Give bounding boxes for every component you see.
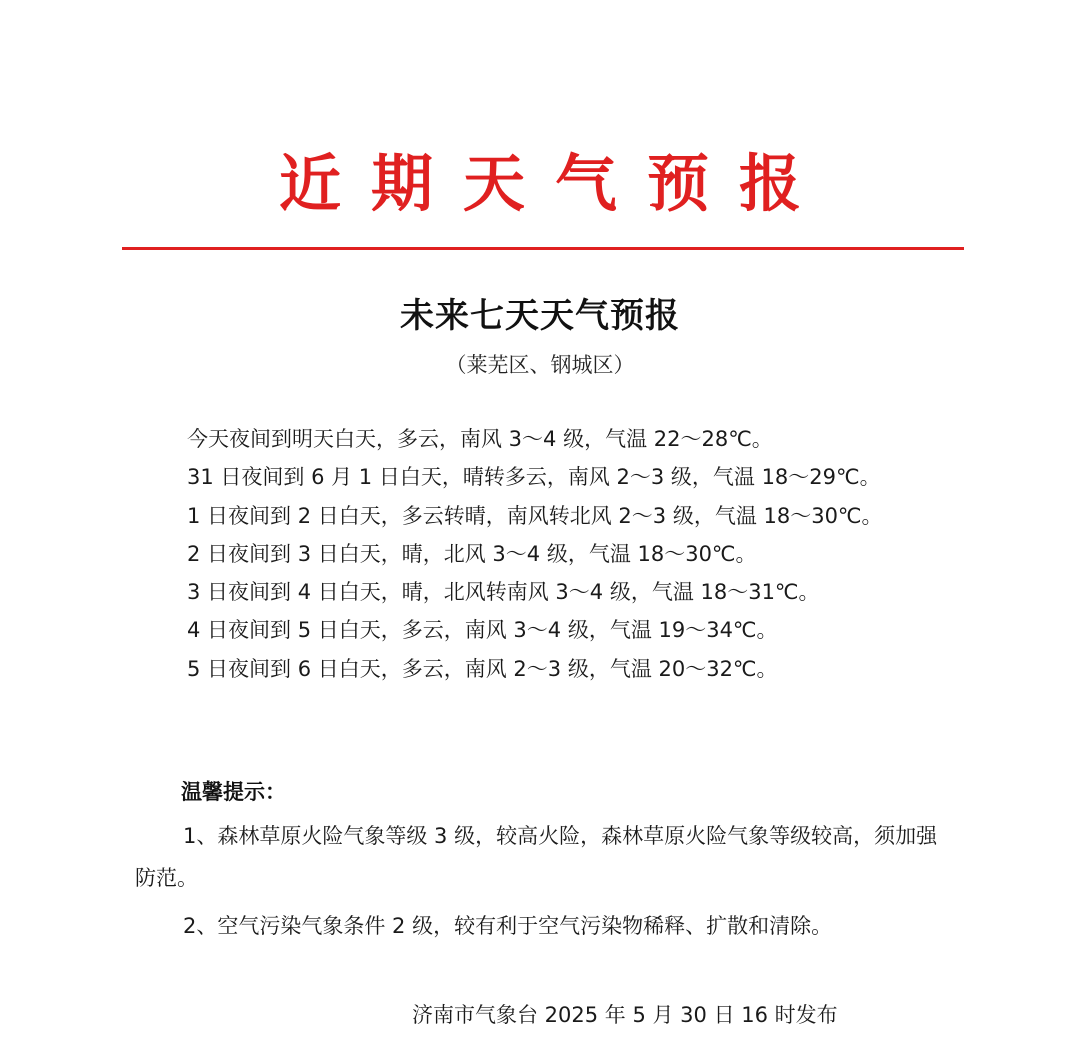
region-subtitle: （莱芜区、钢城区）: [445, 353, 635, 377]
masthead-title: 近期天气预报: [278, 147, 831, 220]
forecast-line: 31 日夜间到 6 月 1 日白天，晴转多云，南风 2～3 级，气温 18～29℃。: [187, 465, 881, 490]
forecast-line: 2 日夜间到 3 日白天，晴，北风 3～4 级，气温 18～30℃。: [187, 541, 757, 566]
tip-item-fire-risk: 1、森林草原火险气象等级 3 级，较高火险，森林草原火险气象等级较高，须加强防范。: [135, 824, 938, 890]
forecast-line: 1 日夜间到 2 日白天，多云转晴，南风转北风 2～3 级，气温 18～30℃。: [187, 503, 883, 528]
forecast-line: 4 日夜间到 5 日白天，多云，南风 3～4 级，气温 19～34℃。: [187, 618, 778, 643]
forecast-line: 今天夜间到明天白天，多云，南风 3～4 级，气温 22～28℃。: [187, 427, 773, 451]
tip-item-air-quality: 2、空气污染气象条件 2 级，较有利于空气污染物稀释、扩散和清除。: [183, 914, 833, 938]
forecast-line: 3 日夜间到 4 日白天，晴，北风转南风 3～4 级，气温 18～31℃。: [187, 580, 820, 605]
forecast-list: [187, 420, 1047, 688]
forecast-line: 5 日夜间到 6 日白天，多云，南风 2～3 级，气温 20～32℃。: [187, 656, 778, 681]
document-title: 未来七天天气预报: [400, 296, 680, 336]
red-divider-line: [122, 247, 964, 250]
issuer-footer: 济南市气象台 2025 年 5 月 30 日 16 时发布: [412, 1003, 838, 1027]
tips-heading: 温馨提示：: [181, 779, 286, 804]
